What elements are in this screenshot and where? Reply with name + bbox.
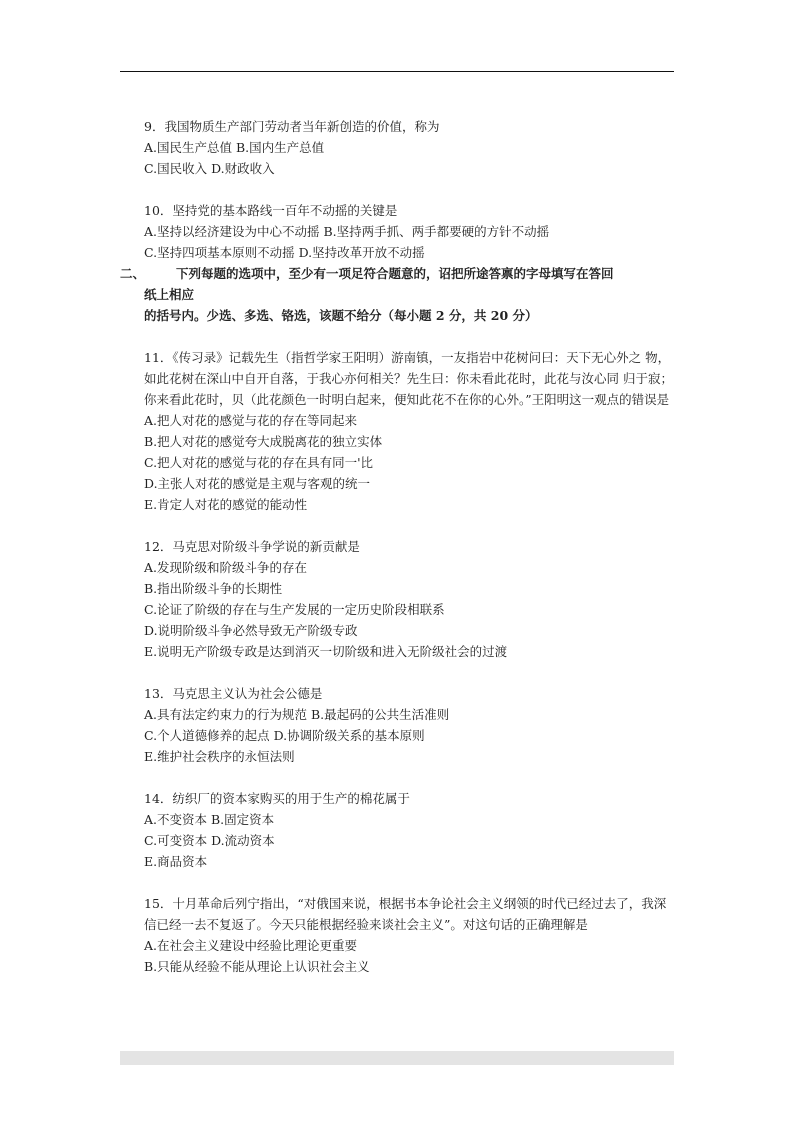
option: B.指出阶级斗争的长期性	[144, 581, 283, 596]
header-rule	[120, 71, 674, 72]
option: A.发现阶级和阶级斗争的存在	[144, 560, 308, 575]
option: A.把人对花的感觉与花的存在等同起来	[144, 413, 358, 428]
option: B.把人对花的感觉夸大成脱离花的独立实体	[144, 434, 383, 449]
question-10	[144, 200, 674, 263]
question-13	[144, 683, 674, 767]
option: A.具有法定约束力的行为规范 B.最起码的公共生活准则	[144, 707, 450, 722]
document-body	[120, 116, 674, 977]
section-number: 二、	[120, 266, 146, 281]
question-15	[144, 893, 674, 977]
question-9	[144, 116, 674, 179]
option: C.个人道德修养的起点 D.协调阶级关系的基本原则	[144, 728, 425, 743]
option-line: C.坚持四项基本原则不动摇 D.坚持改革开放不动摇	[144, 245, 425, 260]
option: D.主张人对花的感觉是主观与客观的统一	[144, 476, 371, 491]
question-stem: 10．坚持党的基本路线一百年不动摇的关键是	[144, 203, 398, 218]
question-11	[144, 347, 674, 515]
option: C.论证了阶级的存在与生产发展的一定历史阶段相联系	[144, 602, 445, 617]
option: E.说明无产阶级专政是达到消灭一切阶级和进入无阶级社会的过渡	[144, 644, 508, 659]
option: E.商品资本	[144, 854, 208, 869]
footer-bar	[120, 1051, 674, 1065]
question-stem: 12．马克思对阶级斗争学说的新贡献是	[144, 539, 360, 554]
question-stem: 9．我国物质生产部门劳动者当年新创造的价值，称为	[144, 119, 440, 134]
option-line: A.坚持以经济建设为中心不动摇 B.坚持两手抓、两手都要硬的方针不动摇	[144, 224, 550, 239]
section-instruction-line: 下列每题的选项中，至少有一项足符合题意的，诏把所途答禀的字母填写在答回	[176, 266, 614, 281]
option: E.肯定人对花的感觉的能动性	[144, 497, 308, 512]
option: D.说明阶级斗争必然导致无产阶级专政	[144, 623, 358, 638]
option-line: A.国民生产总值 B.国内生产总值	[144, 140, 325, 155]
question-stem: 14．纺织厂的资本家购买的用于生产的棉花属于	[144, 791, 410, 806]
option: A.不变资本 B.固定资本	[144, 812, 275, 827]
question-stem: 11．《传习录》记载先生（指哲学家王阳明）游南镇，一友指岩中花树问曰：天下无心外之 物，如此花树在深山中自开自落，于我心亦何相关？先生曰：你未看此花时，此花与汝心同 归于寂；你来看此花时，贝（此花颜色一时明白起来，便知此花不在你的心外。”王阳明这一观点的错误是	[144, 350, 673, 407]
question-stem: 15．十月革命后列宁指出，“对俄国来说，根据书本争论社会主义纲领的时代已经过去了，我深信已经一去不复返了。今天只能根据经验来谈社会主义”。对这句话的正确理解是	[144, 896, 667, 932]
option: E.维护社会秩序的永恒法则	[144, 749, 295, 764]
option-line: C.国民收入 D.财政收入	[144, 161, 275, 176]
section-instruction-line: 纸上相应	[144, 287, 195, 302]
question-12	[144, 536, 674, 662]
option: B.只能从经验不能从理论上认识社会主义	[144, 959, 370, 974]
question-stem: 13．马克思主义认为社会公德是	[144, 686, 323, 701]
option: A.在社会主义建设中经验比理论更重要	[144, 938, 358, 953]
question-14	[144, 788, 674, 872]
option: C.可变资本 D.流动资本	[144, 833, 275, 848]
section-2-heading	[120, 263, 674, 326]
section-instruction-line: 的括号内。少选、多选、铬选，该题不给分（每小题 2 分，共 20 分）	[144, 308, 538, 323]
option: C.把人对花的感觉与花的存在具有同一'比	[144, 455, 374, 470]
